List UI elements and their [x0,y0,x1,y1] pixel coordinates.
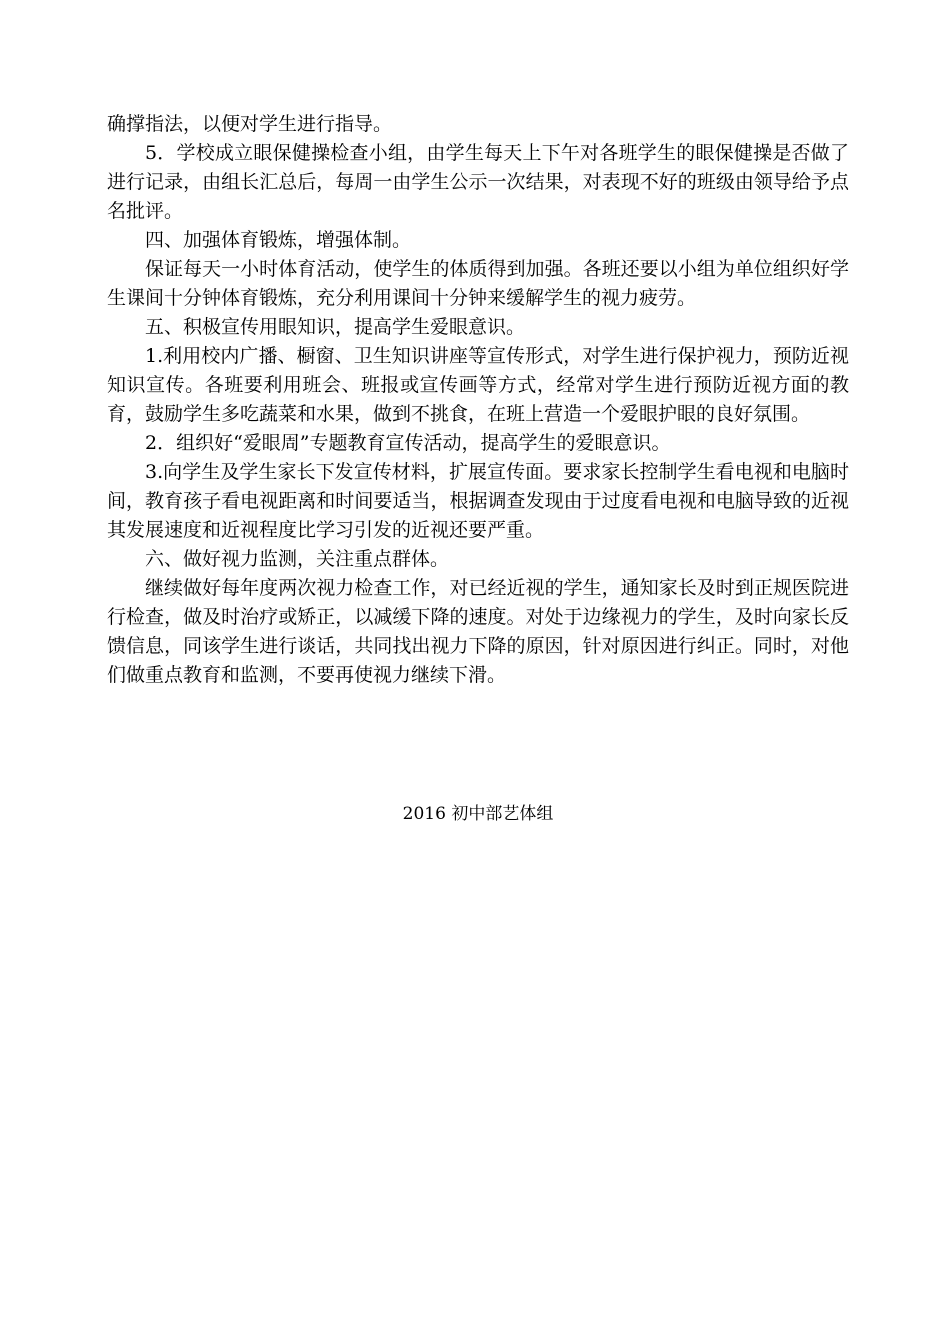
document-body [107,110,849,690]
section-heading-5: 五、积极宣传用眼知识，提高学生爱眼意识。 [145,316,526,338]
paragraph-item-5: 5．学校成立眼保健操检查小组，由学生每天上下午对各班学生的眼保健操是否做了进行记录，由组长汇总后，每周一由学生公示一次结果，对表现不好的班级由领导给予点名批评。 [107,142,849,222]
paragraph-continuation: 确撑指法，以便对学生进行指导。 [107,113,393,135]
paragraph-item-2: 2．组织好“爱眼周”专题教育宣传活动，提高学生的爱眼意识。 [145,432,671,454]
signature-line: 2016 初中部艺体组 [402,804,554,824]
section-heading-6: 六、做好视力监测，关注重点群体。 [145,548,450,570]
paragraph-section-6-body: 继续做好每年度两次视力检查工作，对已经近视的学生，通知家长及时到正规医院进行检查，做及时治疗或矫正，以减缓下降的速度。对处于边缘视力的学生，及时向家长反馈信息，同该学生进行谈话，共同找出视力下降的原因，针对原因进行纠正。同时，对他们做重点教育和监测，不要再使视力继续下滑。 [107,577,849,686]
paragraph-item-1: 1.利用校内广播、橱窗、卫生知识讲座等宣传形式，对学生进行保护视力，预防近视知识宣传。各班要利用班会、班报或宣传画等方式，经常对学生进行预防近视方面的教育，鼓励学生多吃蔬菜和水果，做到不挑食，在班上营造一个爱眼护眼的良好氛围。 [107,345,849,425]
paragraph-section-4-body: 保证每天一小时体育活动，使学生的体质得到加强。各班还要以小组为单位组织好学生课间十分钟体育锻炼，充分利用课间十分钟来缓解学生的视力疲劳。 [107,258,849,309]
section-heading-4: 四、加强体育锻炼，增强体制。 [145,229,412,251]
paragraph-item-3: 3.向学生及学生家长下发宣传材料，扩展宣传面。要求家长控制学生看电视和电脑时间，教育孩子看电视距离和时间要适当，根据调查发现由于过度看电视和电脑导致的近视其发展速度和近视程度比学习引发的近视还要严重。 [107,461,849,541]
